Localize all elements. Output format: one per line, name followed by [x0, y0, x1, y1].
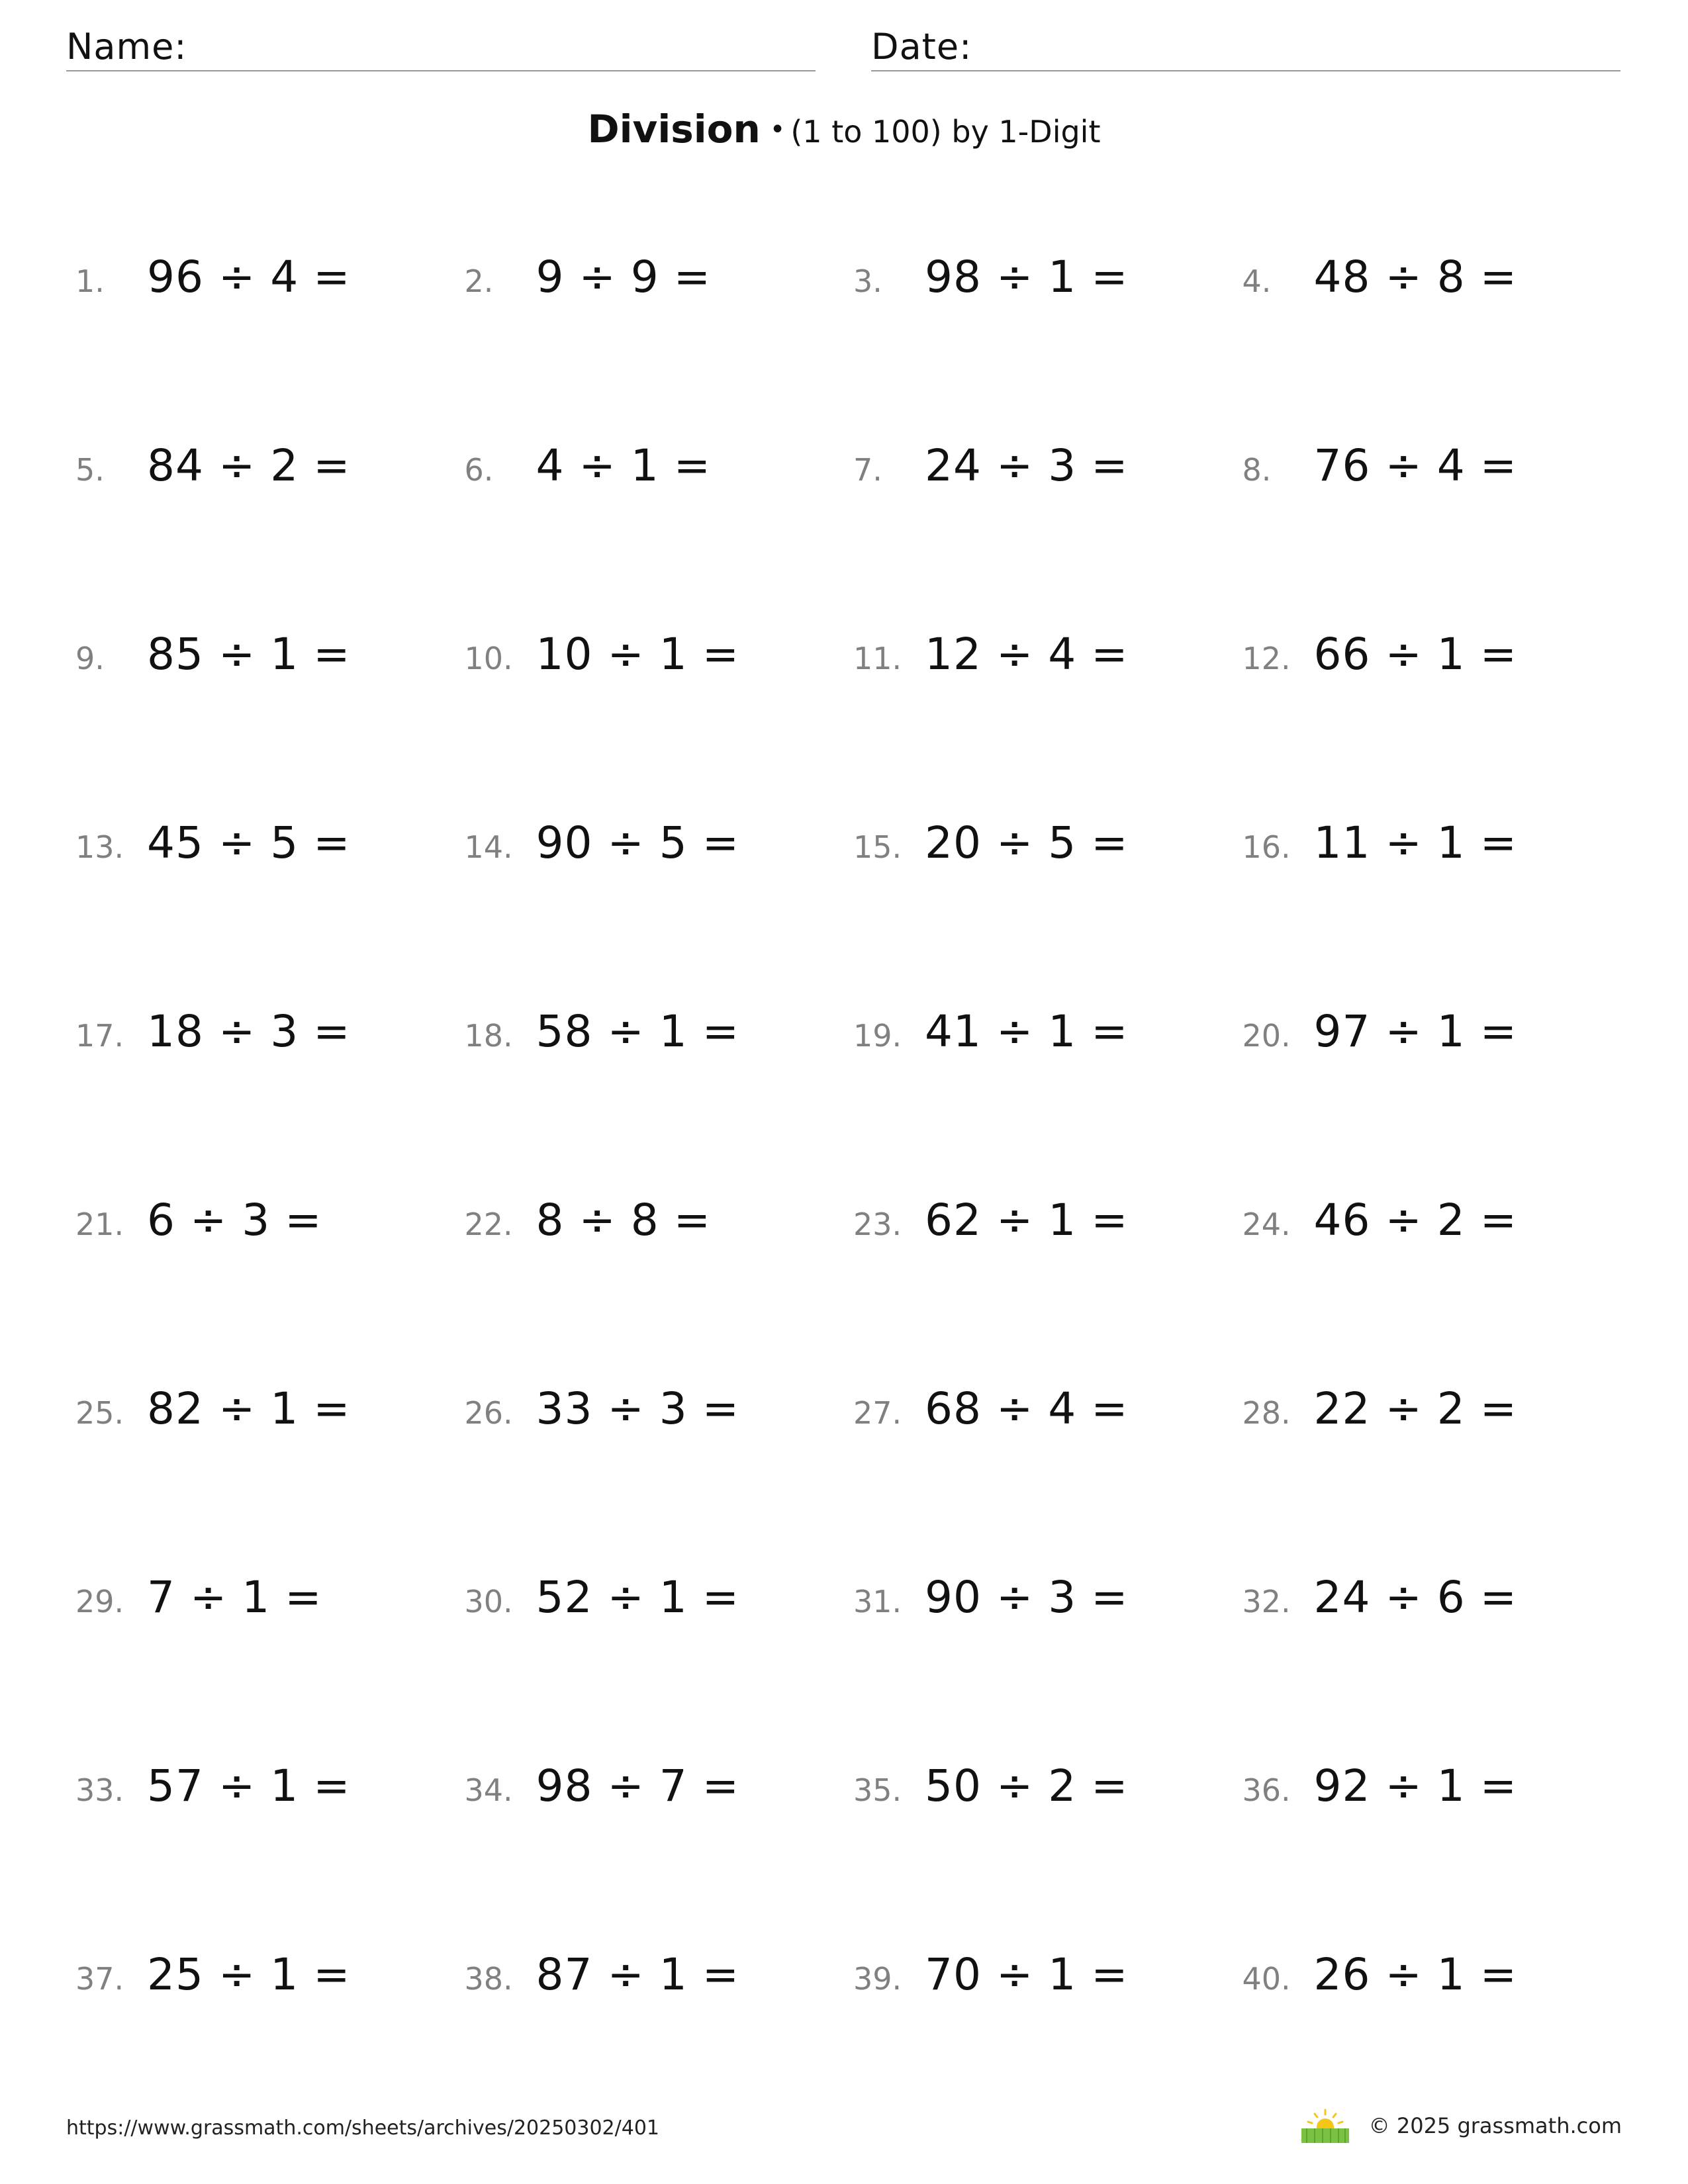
problem-number: 21.	[75, 1206, 124, 1242]
problem-number: 6.	[464, 452, 494, 488]
problem-expression: 87 ÷ 1 =	[536, 1949, 740, 2000]
problem-item	[455, 1006, 845, 1072]
problem-item	[66, 251, 455, 318]
problem-item	[455, 1383, 845, 1449]
problem-number: 30.	[464, 1584, 513, 1619]
title-separator: •	[769, 114, 786, 145]
problem-expression: 9 ÷ 9 =	[536, 251, 712, 302]
problem-expression: 46 ÷ 2 =	[1313, 1195, 1518, 1246]
problem-number: 37.	[75, 1961, 124, 1997]
problem-number: 39.	[853, 1961, 902, 1997]
grass-sun-logo-icon	[1301, 2109, 1349, 2143]
problem-item	[66, 1949, 455, 2015]
problem-expression: 76 ÷ 4 =	[1313, 440, 1518, 491]
problem-expression: 98 ÷ 1 =	[925, 251, 1129, 302]
problem-number: 12.	[1242, 641, 1291, 676]
problem-item	[844, 440, 1233, 506]
problem-item	[1233, 1572, 1622, 1638]
problem-number: 26.	[464, 1395, 513, 1431]
problem-expression: 66 ÷ 1 =	[1313, 629, 1518, 680]
problem-expression: 48 ÷ 8 =	[1313, 251, 1518, 302]
problem-expression: 52 ÷ 1 =	[536, 1572, 740, 1623]
problem-number: 17.	[75, 1018, 124, 1054]
problem-item	[844, 1195, 1233, 1261]
problem-item	[66, 1572, 455, 1638]
problem-expression: 98 ÷ 7 =	[536, 1760, 740, 1811]
problem-number: 20.	[1242, 1018, 1291, 1054]
name-label: Name:	[66, 26, 187, 68]
problem-expression: 7 ÷ 1 =	[147, 1572, 322, 1623]
problem-number: 33.	[75, 1772, 124, 1808]
problem-expression: 12 ÷ 4 =	[925, 629, 1129, 680]
problem-item	[1233, 1195, 1622, 1261]
problem-expression: 62 ÷ 1 =	[925, 1195, 1129, 1246]
problem-item	[455, 1949, 845, 2015]
footer-copyright: © 2025 grassmath.com	[1368, 2113, 1622, 2138]
problem-expression: 8 ÷ 8 =	[536, 1195, 712, 1246]
problem-number: 34.	[464, 1772, 513, 1808]
problem-number: 9.	[75, 641, 105, 676]
problem-expression: 85 ÷ 1 =	[147, 629, 351, 680]
problem-number: 32.	[1242, 1584, 1291, 1619]
problem-expression: 58 ÷ 1 =	[536, 1006, 740, 1057]
problem-number: 4.	[1242, 263, 1272, 299]
problem-expression: 6 ÷ 3 =	[147, 1195, 322, 1246]
problem-number: 1.	[75, 263, 105, 299]
problem-expression: 10 ÷ 1 =	[536, 629, 740, 680]
problem-expression: 4 ÷ 1 =	[536, 440, 712, 491]
problem-item	[455, 1760, 845, 1827]
problem-number: 29.	[75, 1584, 124, 1619]
problem-item	[1233, 1760, 1622, 1827]
problem-expression: 41 ÷ 1 =	[925, 1006, 1129, 1057]
problem-number: 15.	[853, 829, 902, 865]
problem-item	[66, 1383, 455, 1449]
problem-item	[66, 1195, 455, 1261]
problem-expression: 82 ÷ 1 =	[147, 1383, 351, 1434]
problem-number: 31.	[853, 1584, 902, 1619]
problem-number: 16.	[1242, 829, 1291, 865]
problem-expression: 68 ÷ 4 =	[925, 1383, 1129, 1434]
date-label: Date:	[871, 26, 972, 68]
problem-expression: 18 ÷ 3 =	[147, 1006, 351, 1057]
problem-expression: 25 ÷ 1 =	[147, 1949, 351, 2000]
problem-item	[1233, 1949, 1622, 2015]
problem-number: 38.	[464, 1961, 513, 1997]
problem-expression: 22 ÷ 2 =	[1313, 1383, 1518, 1434]
problem-expression: 20 ÷ 5 =	[925, 817, 1129, 868]
problem-expression: 11 ÷ 1 =	[1313, 817, 1518, 868]
problem-expression: 24 ÷ 3 =	[925, 440, 1129, 491]
problem-number: 7.	[853, 452, 882, 488]
problem-number: 35.	[853, 1772, 902, 1808]
problem-item	[66, 1006, 455, 1072]
problem-number: 3.	[853, 263, 882, 299]
problem-item	[1233, 251, 1622, 318]
problem-item	[844, 1949, 1233, 2015]
problem-expression: 92 ÷ 1 =	[1313, 1760, 1518, 1811]
problem-item	[455, 1195, 845, 1261]
problem-item	[844, 1006, 1233, 1072]
problem-number: 18.	[464, 1018, 513, 1054]
problem-number: 28.	[1242, 1395, 1291, 1431]
problem-number: 22.	[464, 1206, 513, 1242]
problem-expression: 57 ÷ 1 =	[147, 1760, 351, 1811]
problem-expression: 33 ÷ 3 =	[536, 1383, 740, 1434]
problem-item	[455, 817, 845, 884]
problem-item	[1233, 440, 1622, 506]
problem-item	[455, 1572, 845, 1638]
title-subtitle: (1 to 100) by 1-Digit	[790, 114, 1101, 150]
problem-number: 8.	[1242, 452, 1272, 488]
problem-item	[1233, 817, 1622, 884]
problem-item	[455, 440, 845, 506]
problem-number: 14.	[464, 829, 513, 865]
problem-item	[844, 1572, 1233, 1638]
problem-item	[455, 629, 845, 695]
problem-item	[66, 440, 455, 506]
problem-number: 24.	[1242, 1206, 1291, 1242]
problem-grid	[66, 251, 1622, 2138]
problem-number: 13.	[75, 829, 124, 865]
problem-expression: 24 ÷ 6 =	[1313, 1572, 1518, 1623]
name-field[interactable]	[66, 24, 816, 71]
problem-expression: 84 ÷ 2 =	[147, 440, 351, 491]
problem-item	[1233, 1006, 1622, 1072]
problem-item	[1233, 629, 1622, 695]
problem-number: 36.	[1242, 1772, 1291, 1808]
problem-expression: 70 ÷ 1 =	[925, 1949, 1129, 2000]
problem-item	[66, 1760, 455, 1827]
problem-item	[844, 817, 1233, 884]
problem-number: 40.	[1242, 1961, 1291, 1997]
problem-number: 23.	[853, 1206, 902, 1242]
problem-expression: 26 ÷ 1 =	[1313, 1949, 1518, 2000]
problem-expression: 90 ÷ 5 =	[536, 817, 740, 868]
problem-number: 10.	[464, 641, 513, 676]
problem-number: 25.	[75, 1395, 124, 1431]
problem-item	[66, 629, 455, 695]
problem-expression: 45 ÷ 5 =	[147, 817, 351, 868]
problem-number: 11.	[853, 641, 902, 676]
problem-item	[455, 251, 845, 318]
footer-url[interactable]: https://www.grassmath.com/sheets/archives/20250302/401	[66, 2116, 660, 2140]
footer-branding	[1301, 2109, 1622, 2143]
title-main: Division	[587, 107, 761, 152]
problem-item	[844, 629, 1233, 695]
problem-number: 5.	[75, 452, 105, 488]
worksheet-title	[0, 106, 1688, 162]
problem-expression: 97 ÷ 1 =	[1313, 1006, 1518, 1057]
problem-number: 19.	[853, 1018, 902, 1054]
problem-number: 27.	[853, 1395, 902, 1431]
problem-item	[844, 1383, 1233, 1449]
problem-expression: 50 ÷ 2 =	[925, 1760, 1129, 1811]
problem-item	[1233, 1383, 1622, 1449]
problem-expression: 96 ÷ 4 =	[147, 251, 351, 302]
problem-number: 2.	[464, 263, 494, 299]
problem-item	[844, 251, 1233, 318]
problem-expression: 90 ÷ 3 =	[925, 1572, 1129, 1623]
problem-item	[844, 1760, 1233, 1827]
date-field[interactable]	[871, 24, 1620, 71]
problem-item	[66, 817, 455, 884]
